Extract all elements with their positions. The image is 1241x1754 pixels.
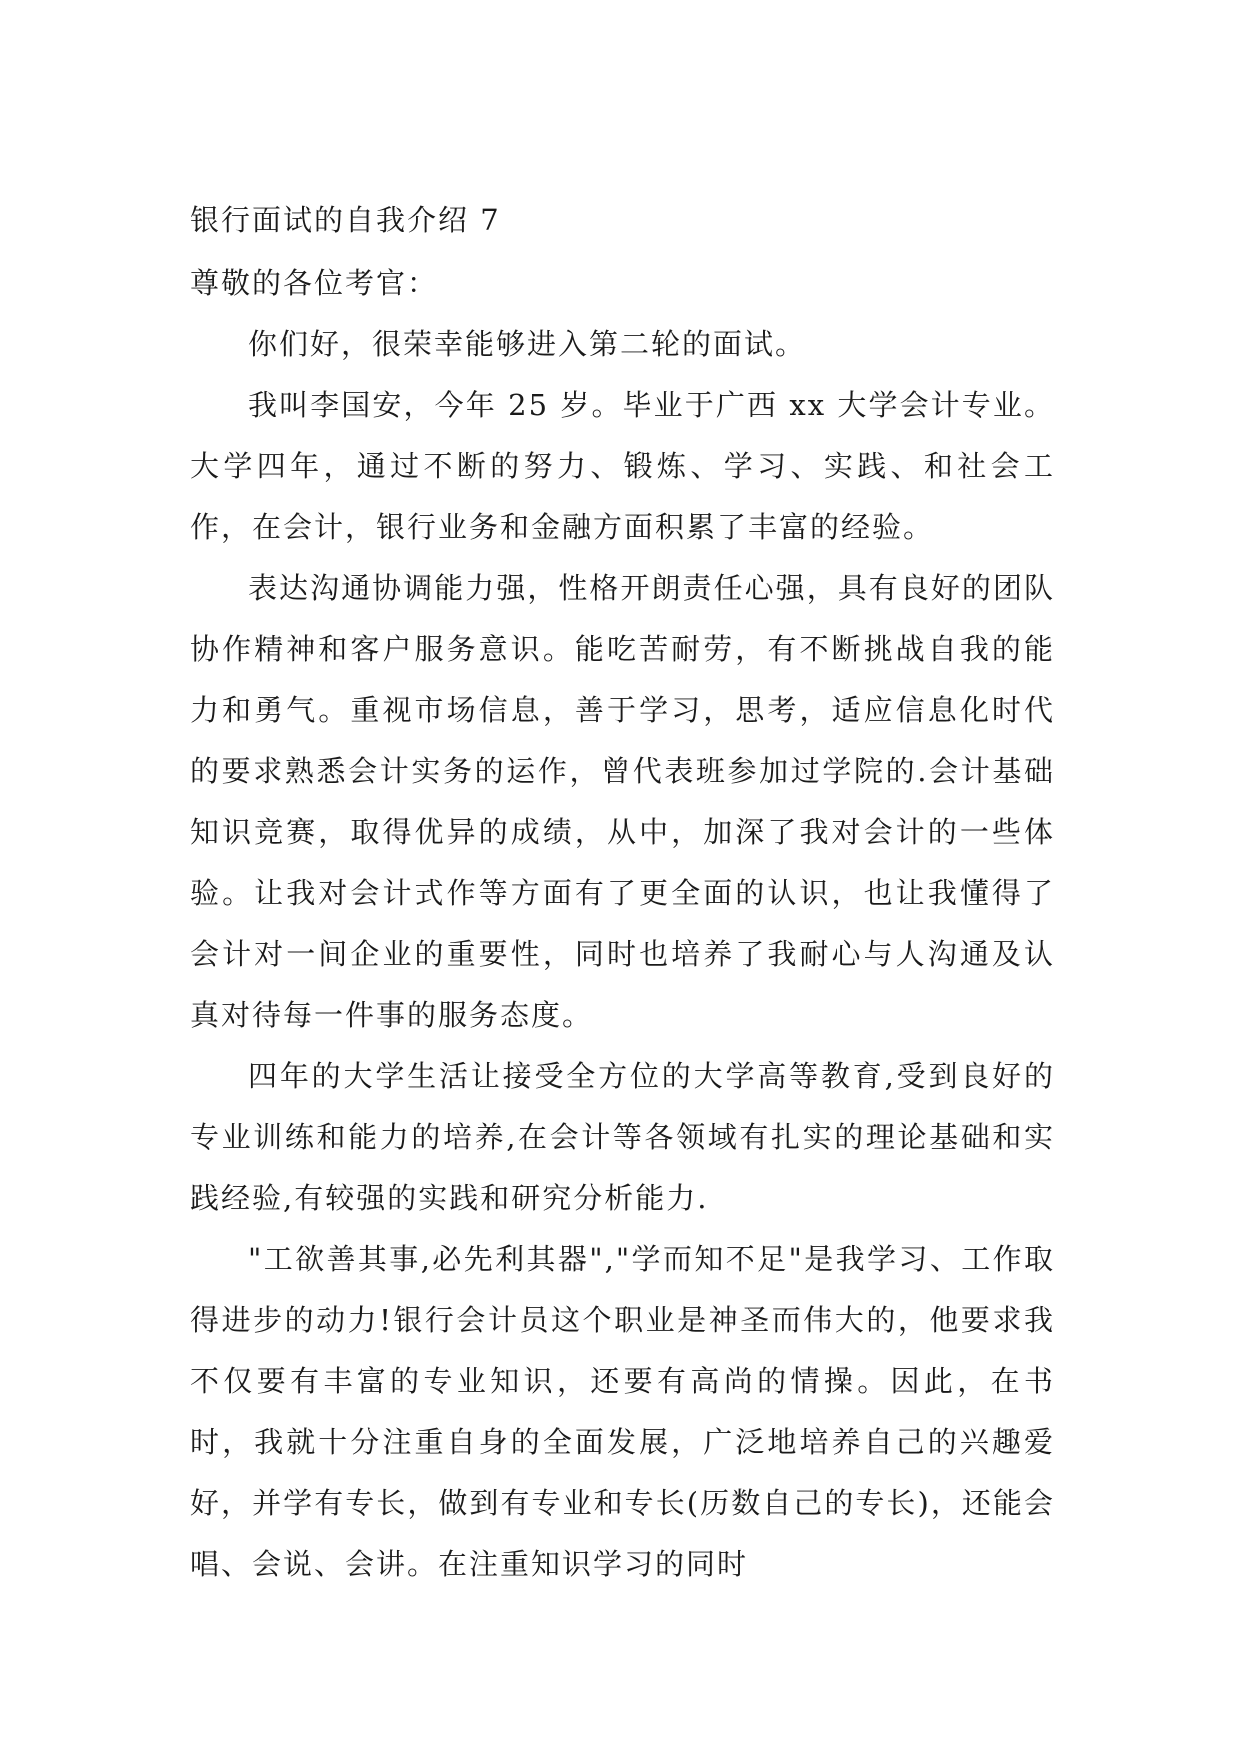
paragraph-education: 四年的大学生活让接受全方位的大学高等教育,受到良好的专业训练和能力的培养,在会计等各领域有扎实的理论基础和实践经验,有较强的实践和研究分析能力. bbox=[190, 1059, 1055, 1215]
paragraph-abilities: 表达沟通协调能力强，性格开朗责任心强，具有良好的团队协作精神和客户服务意识。能吃苦耐劳，有不断挑战自我的能力和勇气。重视市场信息，善于学习，思考，适应信息化时代的要求熟悉会计实务的运作，曾代表班参加过学院的.会计基础知识竞赛，取得优异的成绩，从中，加深了我对会计的一些体验。让我对会计式作等方面有了更全面的认识，也让我懂得了会计对一间企业的重要性，同时也培养了我耐心与人沟通及认真对待每一件事的服务态度。 bbox=[190, 571, 1055, 1032]
paragraph-introduction: 我叫李国安，今年 25 岁。毕业于广西 xx 大学会计专业。大学四年，通过不断的努力、锻炼、学习、实践、和社会工作，在会计，银行业务和金融方面积累了丰富的经验。 bbox=[190, 388, 1055, 544]
paragraph-greeting: 你们好，很荣幸能够进入第二轮的面试。 bbox=[248, 327, 807, 361]
paragraph-motivation: "工欲善其事,必先利其器","学而知不足"是我学习、工作取得进步的动力!银行会计员这个职业是神圣而伟大的，他要求我不仅要有丰富的专业知识，还要有高尚的情操。因此，在书时，我就十分注重自身的全面发展，广泛地培养自己的兴趣爱好，并学有专长，做到有专业和专长(历数自己的专长)，还能会唱、会说、会讲。在注重知识学习的同时 bbox=[190, 1242, 1055, 1581]
document-body bbox=[190, 190, 1055, 1595]
document-title: 银行面试的自我介绍 7 bbox=[190, 203, 501, 237]
salutation: 尊敬的各位考官： bbox=[190, 266, 439, 300]
